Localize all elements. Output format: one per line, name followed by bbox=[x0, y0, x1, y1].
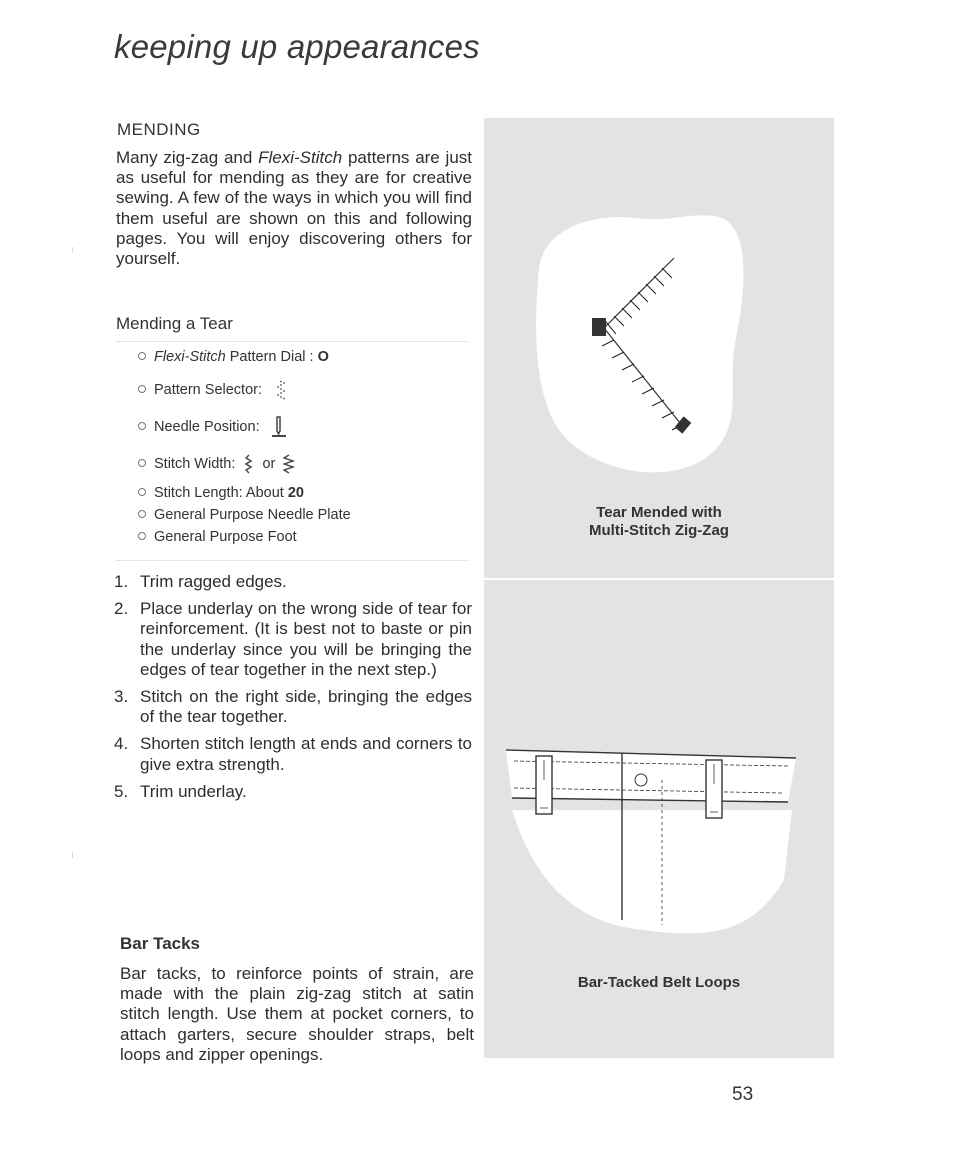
bullet-icon bbox=[138, 385, 146, 393]
step-item: 4. Shorten stitch length at ends and corners to give extra strength. bbox=[114, 734, 472, 774]
mending-intro-paragraph: Many zig-zag and Flexi-Stitch patterns are just as useful for mending as they are for creative sewing. A few of the ways in which you will find them useful are shown on this and following pages. You will enjoy discovering others for yourself. bbox=[116, 148, 473, 269]
page-title: keeping up appearances bbox=[114, 28, 480, 65]
bullet-icon bbox=[138, 422, 146, 430]
bar-tacks-paragraph: Bar tacks, to reinforce points of strain, are made with the plain zig-zag stitch at satin stitch length. Use them at pocket corners, to attach garters, secure shoulder straps, belt loops and zipper openings. bbox=[120, 964, 474, 1064]
setting-pattern-selector: Pattern Selector: bbox=[138, 380, 290, 400]
belt-loops-caption: Bar-Tacked Belt Loops bbox=[577, 974, 741, 991]
tear-mended-figure bbox=[484, 118, 834, 578]
mending-steps-list bbox=[114, 572, 472, 809]
bullet-icon bbox=[138, 459, 146, 467]
setting-needle-position: Needle Position: bbox=[138, 416, 288, 438]
bullet-icon bbox=[138, 510, 146, 518]
step-item: 1. Trim ragged edges. bbox=[114, 572, 287, 591]
step-item: 2. Place underlay on the wrong side of tear for reinforcement. (It is best not to baste or pin the underlay since you will be bringing the edges of tear together in the next step.) bbox=[114, 599, 472, 679]
setting-stitch-length: Stitch Length: About 20 bbox=[138, 485, 304, 501]
multi-stitch-zigzag-pattern-icon bbox=[272, 380, 290, 400]
step-item: 5. Trim underlay. bbox=[114, 781, 247, 801]
tear-mended-caption: Tear Mended with Multi-Stitch Zig-Zag bbox=[589, 504, 729, 539]
subheading-bar-tacks: Bar Tacks bbox=[120, 934, 201, 953]
section-heading-mending: MENDING bbox=[117, 120, 201, 139]
setting-pattern-dial: Flexi-Stitch Pattern Dial : O bbox=[138, 349, 329, 365]
bullet-icon bbox=[138, 488, 146, 496]
stitch-width-wide-icon bbox=[283, 454, 295, 474]
margin-tick bbox=[72, 247, 73, 253]
margin-tick bbox=[72, 852, 73, 858]
step-item: 3. Stitch on the right side, bringing the edges of the tear together. bbox=[114, 687, 472, 727]
page-number: 53 bbox=[732, 1084, 754, 1105]
setting-needle-plate: General Purpose Needle Plate bbox=[138, 507, 351, 523]
settings-bottom-divider bbox=[116, 560, 468, 561]
setting-foot: General Purpose Foot bbox=[138, 529, 297, 545]
bullet-icon bbox=[138, 532, 146, 540]
settings-top-divider bbox=[116, 341, 468, 342]
stitch-width-medium-icon bbox=[244, 454, 254, 474]
belt-loops-figure bbox=[484, 580, 834, 1058]
setting-stitch-width: Stitch Width: or bbox=[138, 454, 295, 474]
subheading-mending-a-tear: Mending a Tear bbox=[116, 314, 233, 333]
bullet-icon bbox=[138, 352, 146, 360]
needle-position-center-icon bbox=[270, 416, 288, 438]
